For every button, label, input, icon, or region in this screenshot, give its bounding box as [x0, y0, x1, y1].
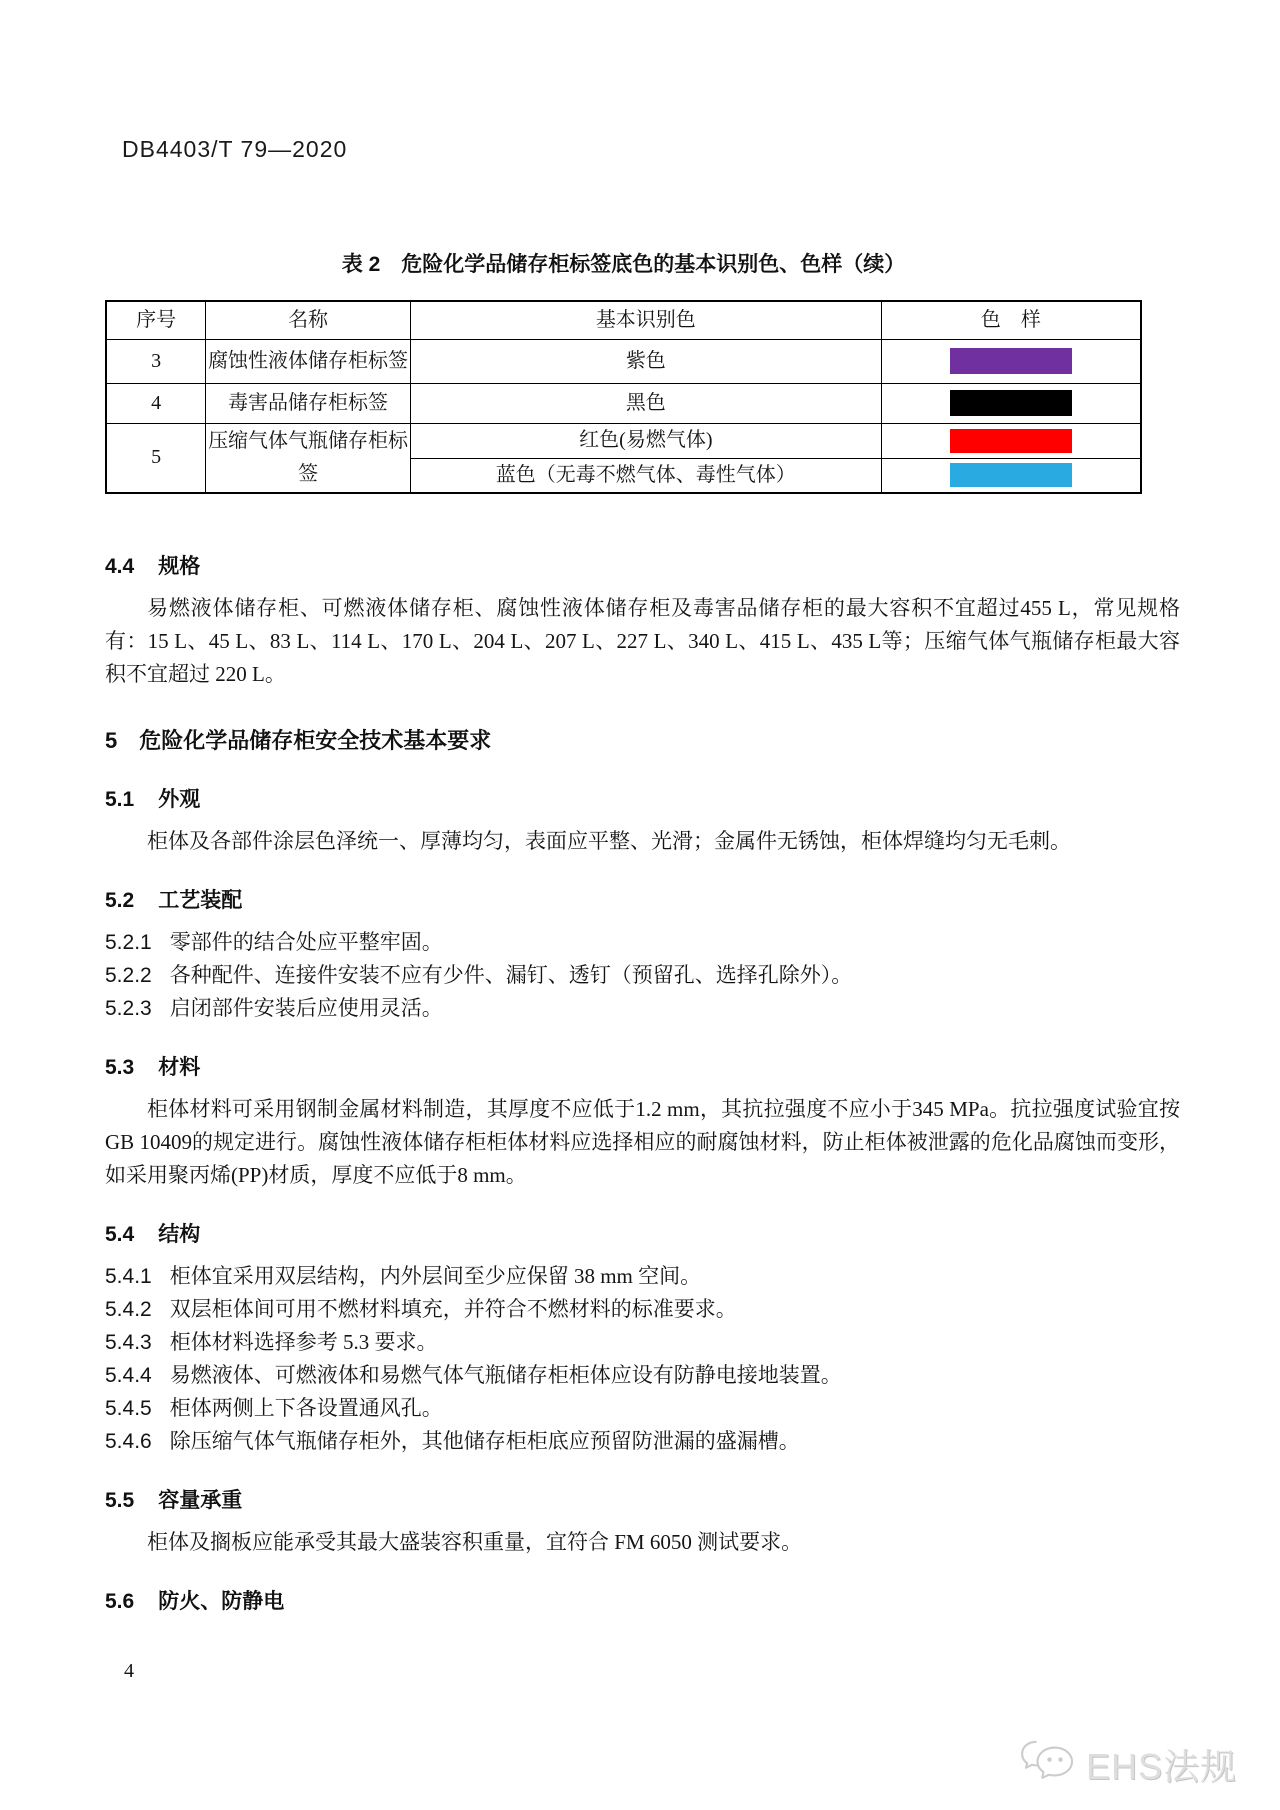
doc-code: DB4403/T 79—2020 — [122, 136, 348, 162]
cell-color-name: 红色(易燃气体) — [410, 423, 881, 458]
heading-number: 5.6 — [105, 1590, 135, 1613]
cell-seq: 4 — [106, 383, 206, 423]
document-body — [105, 552, 1180, 1617]
col-header-sample: 色 样 — [881, 301, 1141, 339]
cell-seq: 5 — [106, 423, 206, 493]
clause-number: 5.4.6 — [105, 1430, 152, 1453]
heading-5.4 — [105, 1220, 1180, 1250]
heading-number: 5.3 — [105, 1056, 135, 1079]
cell-name: 毒害品储存柜标签 — [206, 383, 411, 423]
clause-number: 5.4.4 — [105, 1364, 152, 1387]
black-color-swatch — [950, 390, 1072, 416]
cell-seq: 3 — [106, 339, 206, 383]
paragraph: 柜体材料可采用钢制金属材料制造，其厚度不应低于1.2 mm，其抗拉强度不应小于345 MPa。抗拉强度试验宜按GB 10409的规定进行。腐蚀性液体储存柜柜体材料应选择相应的耐腐蚀材料，防止柜体被泄露的危化品腐蚀而变形，如采用聚丙烯(PP)材质，厚度不应低于8 mm。 — [105, 1097, 1180, 1187]
heading-4.4 — [105, 552, 1180, 582]
clause-number: 5.4.2 — [105, 1298, 152, 1321]
clause-number: 5.4.5 — [105, 1397, 152, 1420]
table-header-row — [106, 301, 1141, 339]
page-number: 4 — [124, 1660, 134, 1682]
clause-5.4.5 — [105, 1392, 1180, 1425]
heading-title: 工艺装配 — [158, 889, 243, 912]
clause-text: 启闭部件安装后应使用灵活。 — [169, 996, 443, 1020]
wechat-chat-bubbles-icon — [1020, 1738, 1078, 1796]
clause-text: 除压缩气体气瓶储存柜外，其他储存柜柜底应预留防泄漏的盛漏槽。 — [169, 1429, 800, 1453]
cell-sample — [881, 383, 1141, 423]
heading-title: 规格 — [158, 555, 201, 578]
col-header-seq: 序号 — [106, 301, 206, 339]
col-header-name: 名称 — [206, 301, 411, 339]
heading-5.3 — [105, 1053, 1180, 1083]
clause-number: 5.2.1 — [105, 931, 152, 954]
clause-text: 易燃液体、可燃液体和易燃气体气瓶储存柜柜体应设有防静电接地装置。 — [169, 1363, 842, 1387]
clause-5.4.3 — [105, 1326, 1180, 1359]
cell-color-name: 紫色 — [410, 339, 881, 383]
table-row-5a — [106, 423, 1141, 458]
brand-text: EHS法规 — [1085, 1746, 1237, 1787]
paragraph: 易燃液体储存柜、可燃液体储存柜、腐蚀性液体储存柜及毒害品储存柜的最大容积不宜超过455 L，常见规格有：15 L、45 L、83 L、114 L、170 L、204 L、207 L、227 L、340 L、415 L、435 L等；压缩气体气瓶储存柜最大容积不宜超过 220 L。 — [105, 596, 1180, 686]
clause-number: 5.4.1 — [105, 1265, 152, 1288]
heading-number: 4.4 — [105, 555, 135, 578]
table-row-3 — [106, 339, 1141, 383]
clause-5.2.3 — [105, 992, 1180, 1025]
cell-name: 压缩气体气瓶储存柜标签 — [206, 423, 411, 493]
clause-5.4.1 — [105, 1260, 1180, 1293]
clause-5.2.1 — [105, 926, 1180, 959]
clause-text: 零部件的结合处应平整牢固。 — [169, 930, 443, 954]
heading-5.5 — [105, 1486, 1180, 1516]
color-sample-table — [105, 300, 1142, 494]
heading-title: 材料 — [158, 1056, 201, 1079]
clause-5.4.2 — [105, 1293, 1180, 1326]
heading-title: 危险化学品储存柜安全技术基本要求 — [139, 728, 492, 753]
footer-brand — [1020, 1738, 1237, 1796]
cell-sample — [881, 423, 1141, 458]
heading-number: 5.4 — [105, 1223, 135, 1246]
heading-title: 防火、防静电 — [158, 1590, 285, 1613]
cell-color-name: 蓝色（无毒不燃气体、毒性气体） — [410, 458, 881, 493]
heading-number: 5 — [105, 728, 118, 753]
heading-5.2 — [105, 886, 1180, 916]
purple-color-swatch — [950, 348, 1072, 374]
paragraph: 柜体及搁板应能承受其最大盛装容积重量，宜符合 FM 6050 测试要求。 — [147, 1530, 803, 1554]
clause-5.2.2 — [105, 959, 1180, 992]
cell-name: 腐蚀性液体储存柜标签 — [206, 339, 411, 383]
clause-text: 柜体两侧上下各设置通风孔。 — [169, 1396, 443, 1420]
heading-title: 容量承重 — [158, 1489, 243, 1512]
clause-number: 5.4.3 — [105, 1331, 152, 1354]
table-title: 表 2 危险化学品储存柜标签底色的基本识别色、色样（续） — [341, 253, 906, 276]
heading-5 — [105, 725, 1180, 757]
clause-5.4.4 — [105, 1359, 1180, 1392]
clause-text: 双层柜体间可用不燃材料填充，并符合不燃材料的标准要求。 — [169, 1297, 737, 1321]
heading-number: 5.1 — [105, 788, 135, 811]
cell-sample — [881, 339, 1141, 383]
col-header-color: 基本识别色 — [410, 301, 881, 339]
clause-number: 5.2.2 — [105, 964, 152, 987]
clause-text: 柜体材料选择参考 5.3 要求。 — [169, 1330, 438, 1354]
blue-color-swatch — [950, 463, 1072, 487]
cell-sample — [881, 458, 1141, 493]
red-color-swatch — [950, 429, 1072, 453]
heading-title: 结构 — [158, 1223, 201, 1246]
table-row-4 — [106, 383, 1141, 423]
heading-5.6 — [105, 1587, 1180, 1617]
heading-number: 5.2 — [105, 889, 135, 912]
clause-text: 各种配件、连接件安装不应有少件、漏钉、透钉（预留孔、选择孔除外）。 — [169, 963, 853, 987]
heading-title: 外观 — [158, 788, 201, 811]
heading-number: 5.5 — [105, 1489, 135, 1512]
cell-color-name: 黑色 — [410, 383, 881, 423]
clause-number: 5.2.3 — [105, 997, 152, 1020]
clause-text: 柜体宜采用双层结构，内外层间至少应保留 38 mm 空间。 — [169, 1264, 702, 1288]
paragraph: 柜体及各部件涂层色泽统一、厚薄均匀，表面应平整、光滑；金属件无锈蚀，柜体焊缝均匀无毛刺。 — [147, 829, 1071, 853]
heading-5.1 — [105, 785, 1180, 815]
clause-5.4.6 — [105, 1425, 1180, 1458]
